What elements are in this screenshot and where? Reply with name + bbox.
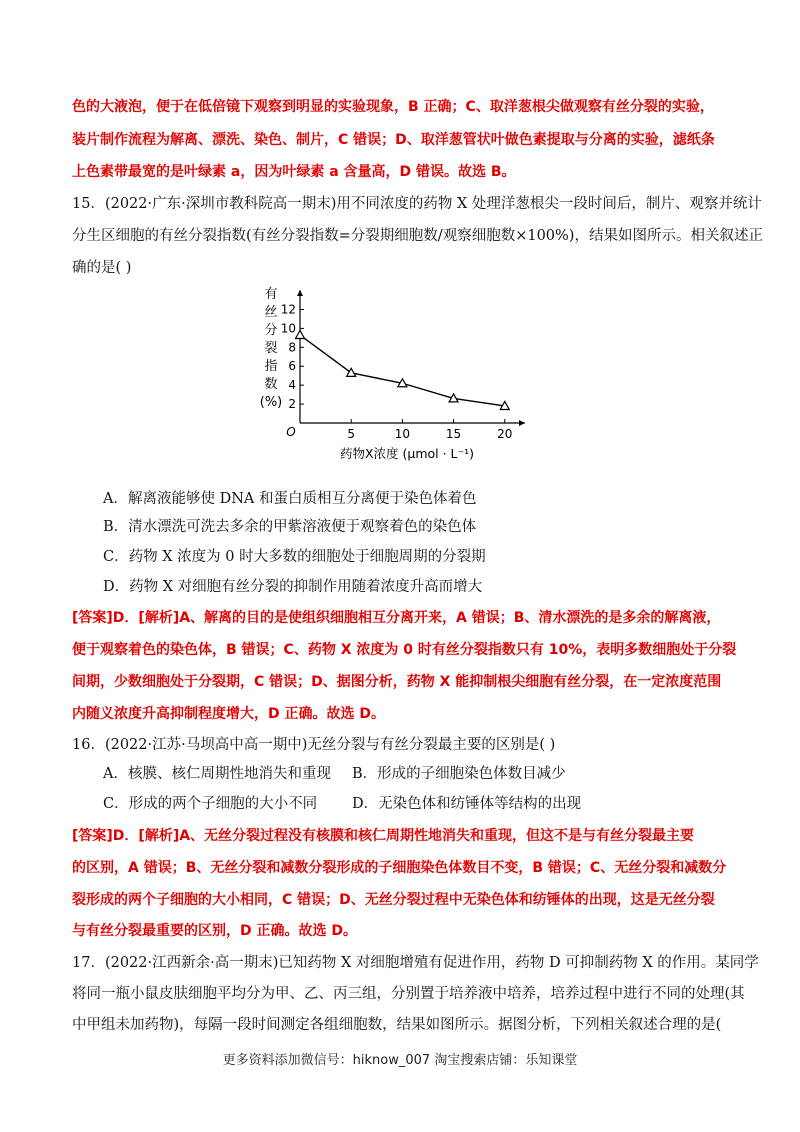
y-axis-label-char: 丝 — [264, 305, 278, 320]
y-axis-label-char: 指 — [264, 359, 278, 374]
y-tick-label: 12 — [280, 302, 296, 317]
x-tick-label: 15 — [445, 427, 462, 441]
question-stem-line: 将同一瓶小鼠皮肤细胞平均分为甲、乙、丙三组，分别置于培养液中培养，培养过程中进行不同的处理(其 — [72, 986, 745, 1002]
question-stem-line: 15．(2022·广东·深圳市教科院高一期末)用不同浓度的药物 X 处理洋葱根尖一段时间后，制片、观察并统计 — [72, 196, 762, 212]
page-footer: 更多资料添加微信号：hiknow_007 淘宝搜索店铺：乐知课堂 — [222, 1053, 578, 1068]
answer-line: 间期，少数细胞处于分裂期，C 错误；D、据图分析，药物 X 能抑制根尖细胞有丝分裂，在一定浓度范围 — [72, 674, 722, 690]
mitotic-index-chart — [255, 282, 555, 467]
y-tick-label: 2 — [288, 397, 296, 412]
option-b: B．形成的子细胞染色体数目减少 — [352, 766, 566, 782]
origin-label: O — [286, 425, 296, 439]
x-tick-label: 20 — [497, 427, 513, 441]
option-c: C．形成的两个子细胞的大小不同 — [103, 796, 318, 812]
answer-line: 的区别，A 错误；B、无丝分裂和减数分裂形成的子细胞染色体数目不变，B 错误；C、无丝分裂和减数分 — [72, 860, 727, 876]
y-axis-label-char: 分 — [264, 323, 278, 338]
option-c: C．药物 X 浓度为 0 时大多数的细胞处于细胞周期的分裂期 — [103, 549, 486, 565]
answer-line: 与有丝分裂最重要的区别，D 正确。故选 D。 — [72, 923, 357, 939]
data-point-triangle — [347, 368, 356, 376]
answer-line: [答案]D．[解析]A、无丝分裂过程没有核膜和核仁周期性地消失和重现，但这不是与有丝分裂最主要 — [72, 828, 695, 844]
answer-line: 色的大液泡，便于在低倍镜下观察到明显的实验现象，B 正确；C、取洋葱根尖做观察有丝分裂的实验， — [72, 99, 714, 115]
answer-line: 上色素带最宽的是叶绿素 a，因为叶绿素 a 含量高，D 错误。故选 B。 — [72, 164, 516, 180]
y-axis-label-char: (%) — [259, 395, 283, 410]
option-b: B．清水漂洗可洗去多余的甲紫溶液便于观察着色的染色体 — [103, 519, 477, 535]
tick-labels — [281, 302, 513, 441]
answer-line: 便于观察着色的染色体，B 错误；C、药物 X 浓度为 0 时有丝分裂指数只有 10%，表明多数细胞处于分裂 — [72, 642, 737, 658]
question-stem-line: 16．(2022·江苏·马坝高中高一期中)无丝分裂与有丝分裂最主要的区别是( ) — [72, 737, 556, 753]
x-axis-arrow — [519, 420, 525, 426]
data-line — [300, 335, 505, 406]
y-axis-arrow — [297, 290, 303, 296]
option-a: A．核膜、核仁周期性地消失和重现 — [103, 766, 331, 782]
y-tick-label: 6 — [288, 359, 296, 374]
x-axis-label: 药物X浓度 (μmol · L⁻¹) — [339, 446, 475, 461]
x-tick-label: 5 — [347, 427, 356, 441]
answer-line: 裂形成的两个子细胞的大小相同，C 错误；D、无丝分裂过程中无染色体和纺锤体的出现，这是无丝分裂 — [72, 892, 715, 908]
option-d: D．药物 X 对细胞有丝分裂的抑制作用随着浓度升高而增大 — [103, 579, 483, 595]
question-stem-line: 中甲组未加药物)，每隔一段时间测定各组细胞数，结果如图所示。据图分析，下列相关叙述合理的是( — [72, 1017, 722, 1033]
y-axis-label — [260, 287, 283, 410]
series-line — [296, 331, 510, 410]
option-a: A．解离液能够使 DNA 和蛋白质相互分离便于染色体着色 — [103, 491, 477, 507]
answer-line: 装片制作流程为解离、漂洗、染色、制片，C 错误；D、取洋葱管状叶做色素提取与分离的实验，滤纸条 — [72, 132, 715, 148]
y-axis-label-char: 数 — [264, 377, 278, 392]
answer-line: 内随义浓度升高抑制程度增大，D 正确。故选 D。 — [72, 706, 385, 722]
question-stem-line: 分生区细胞的有丝分裂指数(有丝分裂指数=分裂期细胞数/观察细胞数×100%)，结果如图所示。相关叙述正 — [72, 228, 763, 244]
x-tick-label: 10 — [394, 427, 411, 441]
y-axis-label-char: 裂 — [264, 341, 278, 356]
question-stem-line: 17．(2022·江西新余·高一期末)已知药物 X 对细胞增殖有促进作用，药物 D 可抑制药物 X 的作用。某同学 — [72, 955, 759, 971]
question-stem-line: 确的是( ) — [72, 260, 132, 276]
y-tick-label: 4 — [288, 378, 296, 393]
y-axis-label-char: 有 — [264, 287, 278, 302]
y-tick-label: 8 — [288, 340, 296, 355]
option-d: D．无染色体和纺锤体等结构的出现 — [352, 796, 582, 812]
answer-line: [答案]D．[解析]A、解离的目的是使组织细胞相互分离开来，A 错误；B、清水漂洗的是多余的解离液， — [72, 610, 721, 626]
data-point-triangle — [296, 331, 305, 339]
y-tick-label: 10 — [280, 321, 296, 336]
